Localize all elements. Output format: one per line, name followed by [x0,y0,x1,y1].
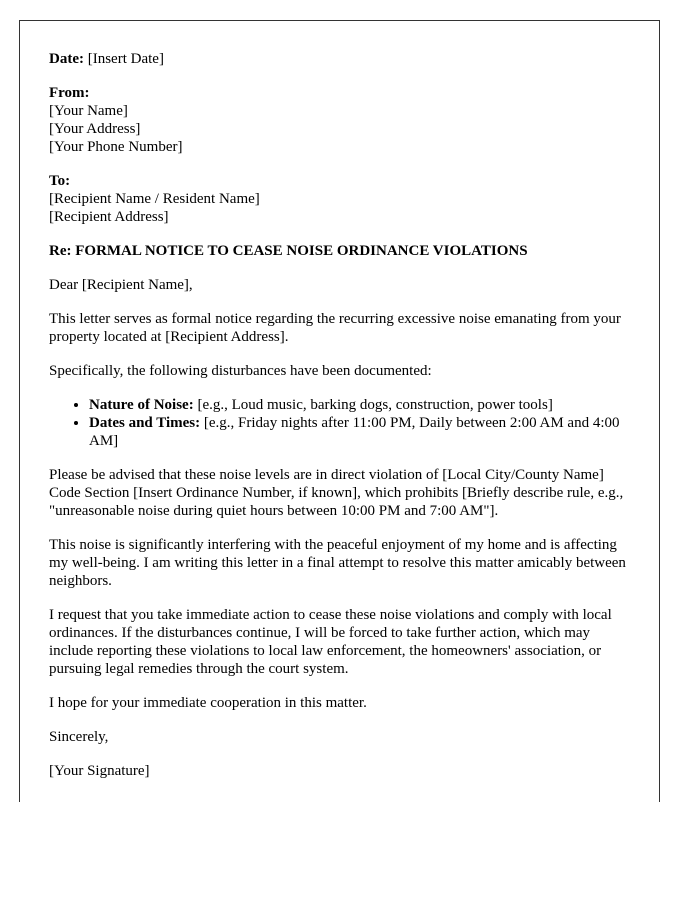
intro-paragraph: This letter serves as formal notice regarding the recurring excessive noise emanating from your property located at [Recipient Address]. [49,311,621,345]
date-label: Date: [49,51,84,67]
from-label: From: [49,85,90,101]
salutation: Dear [Recipient Name], [49,277,193,293]
disturbance-label: Dates and Times: [89,415,201,431]
disturbance-item-dates [89,414,635,450]
from-block [49,84,635,156]
disturbance-list [49,396,635,450]
disturbance-label: Nature of Noise: [89,397,194,413]
from-phone: [Your Phone Number] [49,139,183,155]
from-name: [Your Name] [49,103,128,119]
to-label: To: [49,173,71,189]
letter-page [19,20,660,802]
interference-paragraph: This noise is significantly interfering with the peaceful enjoyment of my home and is affecting my well-being. I am writing this letter in a final attempt to resolve this matter amicably between neighbors. [49,537,626,589]
violation-paragraph: Please be advised that these noise levels are in direct violation of [Local City/County Name] Code Section [Insert Ordinance Number, if known], which prohibits [Briefly describe rule, e.g., "unreasonable noise during quiet hours between 10:00 PM and 7:00 AM"]. [49,467,624,519]
to-name: [Recipient Name / Resident Name] [49,191,260,207]
disturbance-text: [e.g., Loud music, barking dogs, construction, power tools] [197,397,553,413]
signature: [Your Signature] [49,763,150,779]
date-line [49,50,635,68]
date-value: [Insert Date] [87,51,164,67]
subject-line: Re: FORMAL NOTICE TO CEASE NOISE ORDINANCE VIOLATIONS [49,243,528,259]
to-block [49,172,635,226]
to-address: [Recipient Address] [49,209,169,225]
closing: Sincerely, [49,729,109,745]
disturbance-item-noise [89,396,635,414]
from-address: [Your Address] [49,121,141,137]
specifically-paragraph: Specifically, the following disturbances have been documented: [49,363,432,379]
request-paragraph: I request that you take immediate action to cease these noise violations and comply with local ordinances. If the disturbances continue, I will be forced to take further action, which may include reporting these violations to local law enforcement, the homeowners' association, or pursuing legal remedies through the court system. [49,607,612,677]
disturbance-text: [e.g., Friday nights after 11:00 PM, Daily between 2:00 AM and 4:00 AM] [89,415,620,449]
hope-paragraph: I hope for your immediate cooperation in this matter. [49,695,367,711]
